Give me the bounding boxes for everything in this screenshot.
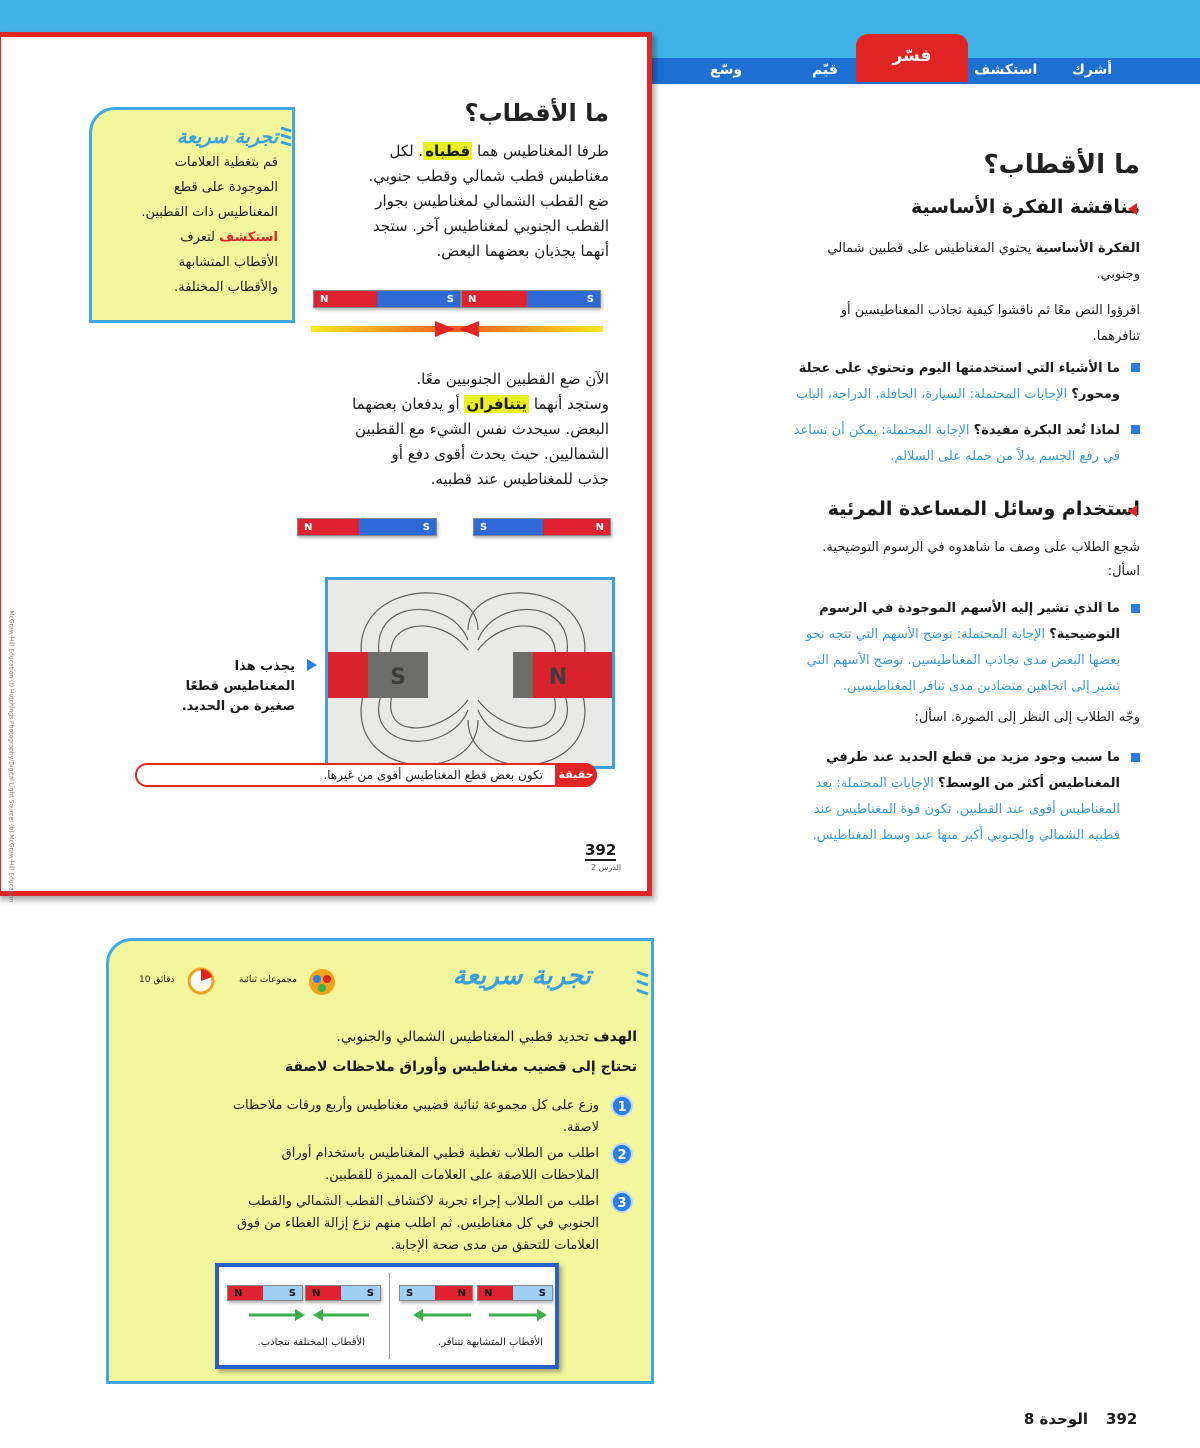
timer-icon xyxy=(187,967,215,995)
footer-page-number: 392 xyxy=(1106,1410,1138,1428)
iron-filings-illustration xyxy=(328,580,615,769)
vocab-repel: يتنافران xyxy=(466,395,528,413)
teacher-title: ما الأقطاب؟ xyxy=(983,150,1140,180)
attract-arrows-icon xyxy=(239,1309,379,1321)
figure-divider xyxy=(389,1273,390,1359)
magnet-left-repel: N S xyxy=(297,518,437,536)
step-number-2: 2 xyxy=(611,1143,633,1165)
section-heading-main-idea: مناقشة الفكرة الأساسية xyxy=(910,196,1140,218)
iron-filings-photo xyxy=(325,577,615,769)
nav-item-explain-active[interactable]: فسّر xyxy=(856,34,968,82)
swirl-icon xyxy=(279,125,293,151)
quick-lab-step-3: اطلب من الطلاب إجراء تجربة لاكتشاف القطب الشمالي والقطب الجنوبي في كل مغناطيس. ثم اطلب منهم نزع إزالة الغطاء من فوق العلامات للتحقق من مدى صحة الإجابة. xyxy=(237,1194,599,1253)
fact-label: حقيقة xyxy=(555,763,597,787)
repel-arrows-icon xyxy=(405,1309,555,1321)
figure-magnet: S N xyxy=(399,1285,473,1301)
question-pulley: لماذا تُعد البكرة مفيدة؟ الإجابة المحتملة: يمكن أن تساعد في رفع الجسم بدلاً من حمله على السلالم. xyxy=(793,423,1120,464)
poles-figure xyxy=(215,1263,559,1369)
groups-icon xyxy=(307,967,337,997)
fact-bar xyxy=(135,763,597,787)
magnet-right-attract: N S xyxy=(461,290,601,308)
figure-magnet: N S xyxy=(305,1285,381,1301)
caption-pointer-icon xyxy=(307,659,317,671)
quick-lab-sidebar: تجربة سريعة قم بتغطية العلامات الموجودة على قطع المغناطيس ذات القطبين. استكشف لتعرف الأقطاب المتشابهة والأقطاب المختلفة. xyxy=(89,107,295,323)
paragraph-repel: الآن ضع القطبين الجنوبيين معًا. وستجد أنهما يتنافران أو يدفعان بعضهما البعض. سيحدث نفس الشيء مع القطبين الشماليين. حيث يحدث أقوى دفع أو جذب للمغناطيس عند قطبيه. xyxy=(352,370,609,488)
question-iron-filings: ما سبب وجود مزيد من قطع الحديد عند طرفي المغناطيس أكثر من الوسط؟ الإجابات المحتملة: يعد المغناطيس أقوى عند القطبين. تكون قوة المغناطيس عند قطبيه الشمالي والجنوبي أكبر منها عند وسط المغناطيس. xyxy=(812,750,1120,843)
figure-magnet: N S xyxy=(477,1285,553,1301)
step-number-3: 3 xyxy=(611,1191,633,1213)
fact-text: تكون بعض قطع المغناطيس أقوى من غيرها. xyxy=(323,768,543,782)
heading-marker-icon xyxy=(1128,505,1137,517)
magnet-right-repel: S N xyxy=(473,518,611,536)
attraction-arrows xyxy=(311,319,603,339)
heading-marker-icon xyxy=(1128,203,1137,215)
bullet-icon xyxy=(1131,753,1140,762)
quick-lab-box xyxy=(106,938,654,1384)
groups-label: مجموعات ثنائية xyxy=(239,975,297,985)
footer-unit: الوحدة 8 xyxy=(1023,1410,1088,1428)
quick-lab-goal: الهدف تحديد قطبي المغناطيس الشمالي والجنوبي. xyxy=(336,1029,637,1045)
student-page-title: ما الأقطاب؟ xyxy=(464,99,609,127)
quick-lab-step-2: اطلب من الطلاب تغطية قطبي المغناطيس باستخدام أوراق الملاحظات اللاصقة على العلامات المميزة للقطبين. xyxy=(281,1146,599,1183)
quick-lab-title: تجربة سريعة xyxy=(452,961,591,991)
quick-lab-step-1: وزع على كل مجموعة ثنائية قضيبي مغناطيس وأربع ورقات ملاحظات لاصقة. xyxy=(232,1098,599,1135)
magnet-left-attract: N S xyxy=(313,290,461,308)
encourage-paragraph: شجع الطلاب على وصف ما شاهدوه في الرسوم التوضيحية. اسأل: xyxy=(822,540,1140,579)
paragraph-poles: طرفا المغناطيس هما قطباه. لكل مغناطيس قطب شمالي وقطب جنوبي. ضع القطب الشمالي لمغناطيس بجوار القطب الجنوبي لمغناطيس آخر. ستجد أنهما يجذبان بعضهما البعض. xyxy=(368,142,609,260)
nav-item-evaluate[interactable]: قيّم xyxy=(812,62,838,78)
step-number-1: 1 xyxy=(611,1095,633,1117)
student-page-lesson: الدرس 2 xyxy=(591,863,622,872)
explore-keyword: استكشف xyxy=(219,230,278,245)
student-page-reduction xyxy=(0,32,652,903)
quick-lab-sidebar-title: تجربة سريعة xyxy=(176,126,278,148)
bullet-icon xyxy=(1131,425,1140,434)
copyright-credit: McGraw-Hill Education (t) Hutchings Photography/Digital Light Source; (b) McGraw-Hill Education xyxy=(7,610,15,903)
question-arrows: ما الذي تشير إليه الأسهم الموجودة في الرسوم التوضيحية؟ الإجابة المحتملة: توضح الأسهم التي تتجه نحو بعضها البعض مدى تجاذب المغناطيسين. توضح الأسهم التي تشير إلى اتجاهين متضادين مدى تنافر المغناطيسين. xyxy=(805,601,1120,694)
student-page-number: 392 xyxy=(585,841,617,859)
bullet-icon xyxy=(1131,604,1140,613)
figure-magnet: N S xyxy=(227,1285,303,1301)
nav-item-extend[interactable]: وسّع xyxy=(710,62,743,78)
photo-caption: يجذب هذا المغناطيس قطعًا صغيرة من الحديد. xyxy=(181,659,295,714)
key-idea-paragraph: الفكرة الأساسية يحتوي المغناطيس على قطبين شمالي وجنوبي. xyxy=(827,241,1140,282)
question-wheel-axle: ما الأشياء التي استخدمتها اليوم وتحتوي على عجلة ومحور؟ الإجابات المحتملة: السيارة، الحافلة، الدراجة، الباب xyxy=(795,361,1120,402)
time-label: 10 دقائق xyxy=(139,975,175,985)
bullet-icon xyxy=(1131,363,1140,372)
nav-item-explore[interactable]: استكشف xyxy=(974,62,1038,78)
svg-text:S: S xyxy=(390,665,406,690)
swirl-icon xyxy=(635,969,651,999)
direct-students-text: وجّه الطلاب إلى النظر إلى الصورة. اسأل: xyxy=(914,710,1140,725)
read-together-paragraph: اقرؤوا النص معًا ثم ناقشوا كيفية تجاذب المغناطيسين أو تنافرهما. xyxy=(840,303,1140,344)
nav-item-engage[interactable]: أشرك xyxy=(1072,62,1113,78)
vocab-poles: قطباه xyxy=(425,142,471,160)
svg-text:N: N xyxy=(548,665,568,690)
section-heading-visual-aids: استخدام وسائل المساعدة المرئية xyxy=(827,498,1140,520)
quick-lab-materials: تحتاج إلى قضيب مغناطيس وأوراق ملاحظات لاصقة xyxy=(284,1059,637,1075)
figure-caption-attract: الأقطاب المختلفة تتجاذب. xyxy=(257,1337,365,1348)
figure-caption-repel: الأقطاب المتشابهة تتنافر. xyxy=(438,1337,543,1348)
